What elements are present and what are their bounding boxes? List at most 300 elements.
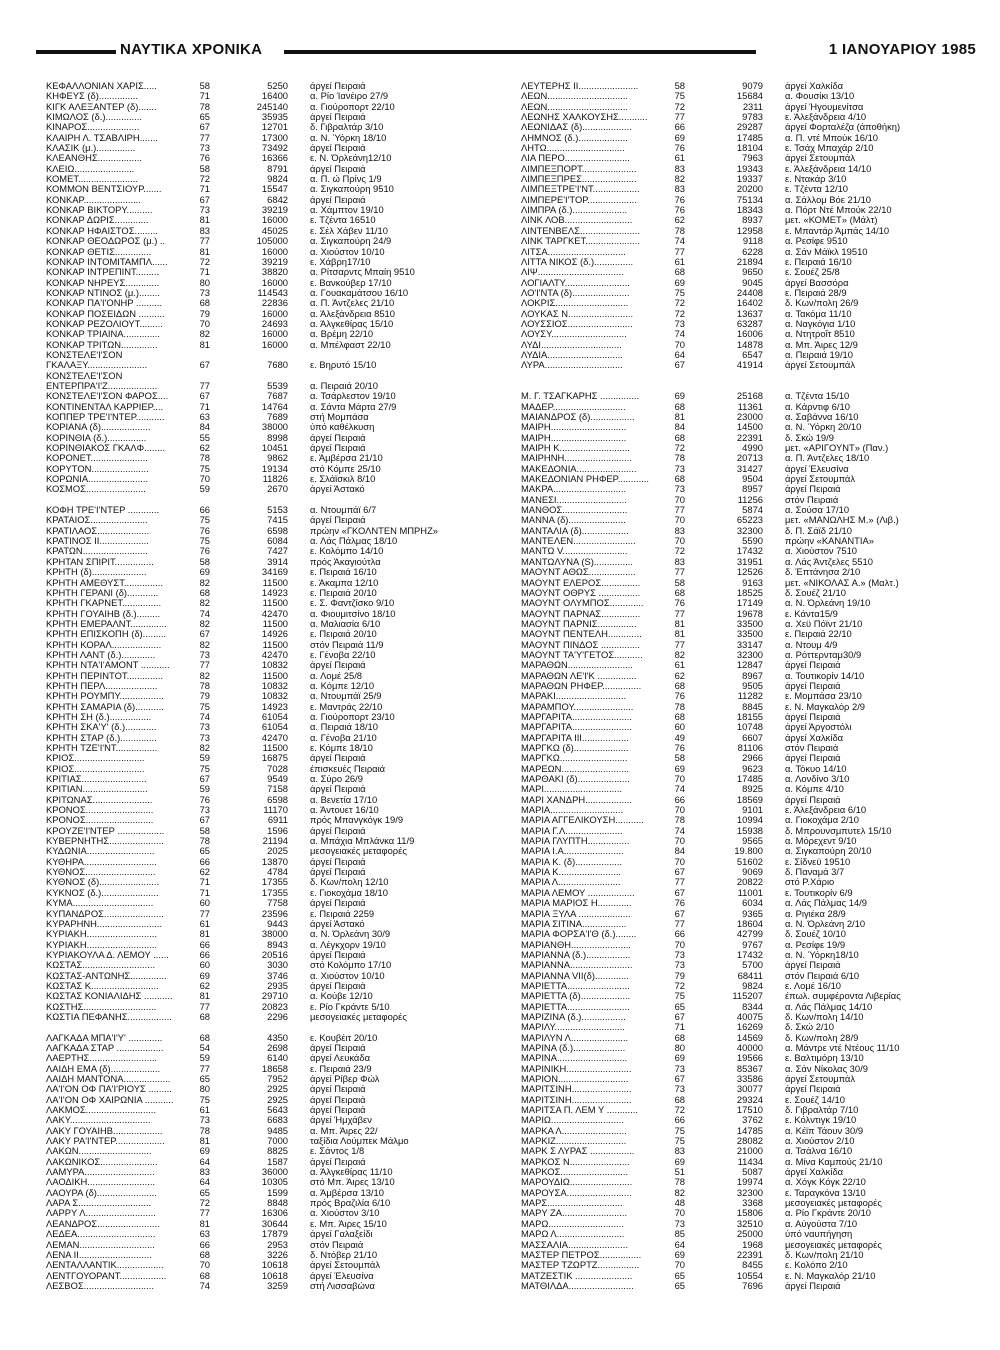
tonnage: 2698 bbox=[267, 1042, 288, 1053]
status: άργεί Βασσόρα bbox=[785, 277, 849, 288]
ship-row bbox=[46, 443, 501, 453]
tonnage: 19566 bbox=[736, 1053, 763, 1064]
build-year: 74 bbox=[674, 236, 685, 247]
ship-row bbox=[521, 774, 976, 784]
status: α. Χιούστον 10/10 bbox=[310, 970, 385, 981]
ship-name: ΚΥΚΝΟΣ (δ.)...................... bbox=[46, 887, 159, 898]
tonnage: 10554 bbox=[736, 1270, 763, 1281]
ship-row bbox=[46, 898, 501, 908]
ship-row bbox=[521, 381, 976, 391]
tonnage: 40000 bbox=[736, 1042, 763, 1053]
status: α. Τόκυο 14/10 bbox=[785, 763, 847, 774]
status: α. Πειραιά 18/10 bbox=[310, 722, 378, 733]
tonnage: 5643 bbox=[267, 1105, 288, 1116]
build-year: 82 bbox=[674, 1187, 685, 1198]
tonnage: 16000 bbox=[261, 215, 288, 226]
ship-row bbox=[46, 278, 501, 288]
status: άργεί Πειραιά bbox=[310, 1042, 366, 1053]
ship-name: ΕΝΤΕΡΠΡΑ'Ι'Ζ................... bbox=[46, 380, 158, 391]
tonnage: 10618 bbox=[261, 1270, 288, 1281]
build-year: 73 bbox=[199, 287, 210, 298]
build-year: 76 bbox=[199, 525, 210, 536]
build-year: 70 bbox=[674, 774, 685, 785]
build-year: 73 bbox=[199, 205, 210, 216]
build-year: 77 bbox=[199, 908, 210, 919]
ship-row bbox=[521, 733, 976, 743]
build-year: 58 bbox=[199, 163, 210, 174]
ship-row bbox=[46, 143, 501, 153]
tonnage: 18104 bbox=[736, 143, 763, 154]
ship-name: ΜΑΡΙΝΑ........................... bbox=[521, 1053, 628, 1064]
ship-name: ΚΟΝΣΤΕΛΕ'Ι'ΣΟΝ bbox=[46, 349, 123, 360]
tonnage: 9650 bbox=[742, 267, 763, 278]
ship-name: ΛΕΔΕΑ.............................. bbox=[46, 1229, 156, 1240]
tonnage: 19678 bbox=[736, 608, 763, 619]
ship-name: ΜΑΡΙΑΝΝΑ........................ bbox=[521, 960, 633, 971]
status: ε. Ν. Όρλεάνη12/10 bbox=[310, 153, 392, 164]
tonnage: 14878 bbox=[736, 339, 763, 350]
tonnage: 20200 bbox=[736, 184, 763, 195]
tonnage: 23596 bbox=[261, 908, 288, 919]
ship-row bbox=[521, 278, 976, 288]
build-year: 72 bbox=[199, 1198, 210, 1209]
ship-name: ΚΡΗΤΗ ΓΚΑΡΝΕΤ............... bbox=[46, 598, 162, 609]
build-year: 66 bbox=[199, 949, 210, 960]
status: α. Πειραιά 19/10 bbox=[785, 349, 853, 360]
status: άργεί Πειραιά bbox=[310, 432, 366, 443]
tonnage: 3368 bbox=[742, 1198, 763, 1209]
build-year: 82 bbox=[199, 329, 210, 340]
build-year: 66 bbox=[674, 1115, 685, 1126]
status: α. Ρόττερνταμ30/9 bbox=[785, 649, 862, 660]
status: α. Ρεσίφε 9510 bbox=[785, 236, 848, 247]
build-year: 54 bbox=[199, 1042, 210, 1053]
ship-name: ΜΑΡΓΑΡΙΤΑ....................... bbox=[521, 711, 632, 722]
tonnage: 81106 bbox=[737, 743, 763, 753]
build-year: 64 bbox=[199, 1156, 210, 1167]
tonnage: 6911 bbox=[267, 815, 288, 826]
ship-row bbox=[521, 960, 976, 970]
status: ε. Τζέντα 16510 bbox=[310, 215, 376, 226]
ship-row bbox=[521, 247, 976, 257]
ship-row bbox=[521, 164, 976, 174]
status: άργεί Φορταλέζα (άποθήκη) bbox=[785, 122, 901, 133]
ship-name: ΚΡΗΤΑΝ ΣΠΙΡΙΤ............... bbox=[46, 556, 154, 567]
ship-name: ΚΡΑΤΑΙΟΣ...................... bbox=[46, 515, 148, 526]
tonnage: 9365 bbox=[742, 908, 763, 919]
ship-name: ΜΑΟΥΝΤ ΠΕΝΤΕΛΗ............. bbox=[521, 629, 642, 640]
build-year: 59 bbox=[199, 753, 210, 764]
ship-name: ΚΥΒΕΡΝΗΤΗΣ..................... bbox=[46, 836, 164, 847]
status: α. Πόρτ Ντέ Μπούκ 22/10 bbox=[785, 205, 892, 216]
tonnage: 9163 bbox=[742, 577, 763, 588]
tonnage: 11500 bbox=[262, 670, 288, 681]
ship-row bbox=[521, 712, 976, 722]
build-year: 83 bbox=[199, 225, 210, 236]
ship-name: ΛΙΜΠΡΑ (δ.)..................... bbox=[521, 205, 628, 216]
status: στή Μομπάσα bbox=[310, 412, 369, 422]
build-year: 75 bbox=[199, 1094, 210, 1105]
ship-row bbox=[521, 1033, 976, 1043]
ship-name: ΛΥΡΑ.............................. bbox=[521, 360, 623, 371]
ship-name: ΛΑΚΩΝΙΚΟΣ...................... bbox=[46, 1156, 158, 1167]
status: α. Πειραιά 20/10 bbox=[310, 380, 378, 391]
ship-row bbox=[521, 567, 976, 577]
ship-name: ΜΑΡΙΟΝ........................... bbox=[521, 1074, 629, 1084]
ship-row bbox=[46, 836, 501, 846]
ship-row bbox=[521, 536, 976, 546]
ship-name: ΛΙΤΤΑ ΝΙΚΟΣ (δ.)............... bbox=[521, 256, 634, 267]
ship-name: ΜΑΡΚΙΖ........................... bbox=[521, 1136, 627, 1147]
status: ε. Κάντα15/9 bbox=[785, 608, 838, 619]
build-year: 60 bbox=[199, 960, 210, 971]
tonnage: 39219 bbox=[261, 256, 288, 267]
build-year: 66 bbox=[674, 929, 685, 940]
ship-row bbox=[521, 877, 976, 887]
build-year: 68 bbox=[199, 1249, 210, 1260]
tonnage: 33586 bbox=[736, 1074, 763, 1084]
tonnage: 22836 bbox=[261, 298, 288, 309]
status: α. Σούσα 17/10 bbox=[785, 505, 850, 516]
status: άργεί Πειραιά bbox=[310, 753, 366, 764]
ship-name: ΚΟΡΥΤΟΝ...................... bbox=[46, 463, 149, 474]
tonnage: 19.800 bbox=[734, 846, 763, 857]
ship-row bbox=[521, 515, 976, 525]
build-year: 73 bbox=[199, 1115, 210, 1126]
build-year: 68 bbox=[199, 298, 210, 309]
ship-row bbox=[521, 629, 976, 639]
ship-name: ΚΡΗΤΗ ΑΜΕΘΥΣΤ............... bbox=[46, 577, 163, 588]
ship-row bbox=[46, 309, 501, 319]
status: πρός Βραζιλία 6/10 bbox=[310, 1198, 391, 1209]
tonnage: 6683 bbox=[267, 1115, 288, 1126]
tonnage: 9101 bbox=[742, 805, 763, 816]
ship-row bbox=[46, 546, 501, 556]
status: μεσογειακές μεταφορές bbox=[785, 1239, 882, 1250]
status: ε. Βαλτιμόρη 13/10 bbox=[785, 1053, 864, 1064]
ship-row bbox=[46, 1043, 501, 1053]
ship-row bbox=[521, 443, 976, 453]
build-year: 65 bbox=[199, 112, 210, 123]
status: άργεί Πειραιά bbox=[310, 112, 366, 123]
ship-row bbox=[46, 184, 501, 194]
ship-name: ΛΑΜΥΡΑ........................... bbox=[46, 1167, 155, 1178]
ship-row bbox=[521, 1219, 976, 1229]
tonnage: 8943 bbox=[267, 939, 288, 950]
tonnage: 42470 bbox=[261, 608, 288, 619]
ship-row bbox=[521, 1012, 976, 1022]
status: α. Χιούστον 3/10 bbox=[310, 1208, 380, 1219]
ship-row bbox=[46, 360, 501, 370]
ship-name: ΚΟΡΟΝΕΤ...................... bbox=[46, 453, 148, 464]
ship-row bbox=[521, 288, 976, 298]
build-year: 77 bbox=[199, 132, 210, 143]
ship-name: ΚΡΟΝΟΣ.......................... bbox=[46, 805, 154, 816]
ship-name: ΜΑΡΚΟΣ Ν....................... bbox=[521, 1156, 630, 1167]
tonnage: 9118 bbox=[742, 236, 763, 247]
ship-name: ΜΑΡΙΑ ΜΑΡΙΟΣ Η............. bbox=[521, 898, 632, 909]
ship-name: ΛΙΤΣΑ.............................. bbox=[521, 246, 626, 257]
ship-row bbox=[46, 981, 501, 991]
ship-name: ΚΟΝΚΑΡ ΠΑ'Ι'ΟΝΗΡ .......... bbox=[46, 298, 162, 309]
ship-row bbox=[46, 391, 501, 401]
ship-name: ΜΑΡΓΑΡΙΤΑ....................... bbox=[521, 722, 632, 733]
ship-row bbox=[46, 991, 501, 1001]
status: ε. Σουέζ 14/10 bbox=[785, 1094, 845, 1105]
tonnage: 8998 bbox=[267, 432, 288, 443]
status: α. Μάντρε ντέ Ντέους 11/10 bbox=[785, 1042, 900, 1053]
tonnage: 9565 bbox=[742, 836, 763, 847]
status: α. Χιούστον 10/10 bbox=[310, 246, 385, 257]
ship-row bbox=[46, 640, 501, 650]
build-year: 68 bbox=[199, 1270, 210, 1281]
ship-name: ΚΟΝΚΑΡ ΗΦΑΙΣΤΟΣ......... bbox=[46, 225, 158, 236]
ship-name: ΛΕΩΝΗΣ ΧΑΛΚΟΥΣΗΣ........... bbox=[521, 112, 648, 123]
ship-name: ΚΩΣΤΑΣ............................ bbox=[46, 960, 156, 971]
ship-row bbox=[46, 960, 501, 970]
status: α. Ρίτσαρντς Μπαίη 9510 bbox=[310, 267, 415, 278]
build-year: 81 bbox=[199, 1218, 210, 1229]
ship-name: ΛΟΥΣΥ............................. bbox=[521, 329, 627, 340]
build-year: 59 bbox=[199, 484, 210, 495]
ship-name: ΚΟΝΚΑΡ...................... bbox=[46, 194, 141, 205]
status: έπισκευές Πειραιά bbox=[310, 763, 386, 774]
status: άργεί Άστακό bbox=[310, 918, 365, 929]
tonnage: 15684 bbox=[736, 91, 763, 102]
build-year: 73 bbox=[674, 463, 685, 474]
ship-name: ΚΟΝΚΑΡ ΤΡΙΤΩΝ.............. bbox=[46, 339, 158, 350]
tonnage: 39219 bbox=[261, 205, 288, 216]
build-year: 84 bbox=[199, 422, 210, 433]
status: άργεί Ήγουμενίτσα bbox=[785, 101, 864, 112]
ship-row bbox=[46, 598, 501, 608]
status: α. Λάς Άντζελες 5510 bbox=[785, 556, 873, 567]
build-year: 74 bbox=[674, 825, 685, 836]
tonnage: 41914 bbox=[736, 360, 763, 371]
tonnage: 8344 bbox=[742, 1001, 763, 1012]
ship-row bbox=[46, 971, 501, 981]
tonnage: 36000 bbox=[261, 1167, 288, 1178]
tonnage: 7028 bbox=[267, 763, 288, 774]
ship-row bbox=[46, 1250, 501, 1260]
status: α. Π. ώ Πρίνς 1/9 bbox=[310, 174, 382, 185]
ship-row bbox=[46, 919, 501, 929]
status: α. Μπάχια Μπλάνκα 11/9 bbox=[310, 836, 415, 847]
ship-name: ΚΟΣΜΟΣ....................... bbox=[46, 484, 146, 495]
ship-name: ΚΟΡΙΑΝΑ (δ)................... bbox=[46, 422, 151, 433]
tonnage: 20822 bbox=[736, 877, 763, 888]
tonnage: 11434 bbox=[737, 1156, 763, 1167]
ship-name: ΚΟΝΚΑΡ ΙΝΤΟΜΙΤΑΜΠΛ...... bbox=[46, 256, 168, 267]
build-year: 58 bbox=[674, 753, 685, 764]
status: δ. Μπρουνσμπυτελ 15/10 bbox=[785, 825, 892, 836]
ship-name: ΜΑΡΑΜΠΟΥ....................... bbox=[521, 701, 634, 712]
build-year: 82 bbox=[674, 174, 685, 185]
build-year: 65 bbox=[674, 1270, 685, 1281]
build-year: 70 bbox=[674, 515, 685, 526]
tonnage: 8791 bbox=[267, 163, 288, 174]
build-year: 67 bbox=[199, 391, 210, 402]
build-year: 70 bbox=[674, 836, 685, 847]
status: α. Άλγκεθίρας 15/10 bbox=[310, 318, 394, 329]
build-year: 78 bbox=[199, 836, 210, 847]
build-year: 69 bbox=[674, 1053, 685, 1064]
build-year: 68 bbox=[674, 1032, 685, 1043]
ship-name: ΜΑΝΕΣΙ........................... bbox=[521, 494, 627, 505]
build-year: 48 bbox=[674, 1198, 685, 1209]
status: α. Λομέ 25/8 bbox=[310, 670, 363, 681]
ship-name: ΛΑΙΔΗ ΕΜΑ (δ)................... bbox=[46, 1063, 161, 1074]
build-year: 73 bbox=[199, 722, 210, 733]
build-year: 59 bbox=[199, 1053, 210, 1064]
status: α. Π. Άντζελες 21/10 bbox=[310, 298, 395, 309]
tonnage: 17355 bbox=[261, 877, 288, 888]
ship-name: ΜΑΡΙΖΙΝΑ (δ.)................. bbox=[521, 1011, 626, 1022]
build-year: 75 bbox=[199, 763, 210, 774]
build-year: 83 bbox=[674, 163, 685, 174]
status: ε. Γιοκοχάμα 18/10 bbox=[310, 887, 388, 898]
ship-row bbox=[521, 1126, 976, 1136]
ship-row bbox=[521, 205, 976, 215]
status: ε. Κολόπο 2/10 bbox=[785, 1260, 848, 1271]
status: ε. Άλεξάνδρεια 6/10 bbox=[785, 805, 867, 816]
tonnage: 8925 bbox=[742, 784, 763, 795]
status: ε. Ταραγκόνα 13/10 bbox=[785, 1187, 866, 1198]
status: α. Ν. Όρλεάνη 30/9 bbox=[310, 929, 391, 940]
tonnage: 9443 bbox=[267, 918, 288, 929]
ship-name: ΜΑΟΥΝΤ ΟΛΥΜΠΟΣ............. bbox=[521, 598, 644, 609]
ship-row bbox=[46, 298, 501, 308]
tonnage: 28082 bbox=[736, 1136, 763, 1147]
status: ε. Μαντράς 22/10 bbox=[310, 701, 383, 712]
ship-name: ΜΑΝΤΩΛΥΝΑ (S)............... bbox=[521, 556, 633, 567]
ship-row bbox=[521, 971, 976, 981]
ship-name: ΜΑΡΓΑΡΙΤΑ ΙΙΙ.................. bbox=[521, 732, 629, 743]
tonnage: 2925 bbox=[267, 1094, 288, 1105]
tonnage: 16875 bbox=[261, 753, 288, 764]
status: άργεί Πειραιά bbox=[310, 81, 366, 91]
status: άργεί Πειραιά bbox=[310, 194, 366, 205]
build-year: 68 bbox=[674, 680, 685, 691]
ship-name: ΚΡΙΤΙΑΣ......................... bbox=[46, 774, 147, 785]
status: α. Λάς Πάλμας 14/10 bbox=[785, 1001, 873, 1012]
tonnage: 25000 bbox=[736, 1229, 763, 1240]
tonnage: 17485 bbox=[736, 132, 763, 143]
ship-row bbox=[521, 940, 976, 950]
build-year: 77 bbox=[199, 1001, 210, 1012]
tonnage: 1587 bbox=[267, 1156, 288, 1167]
build-year: 77 bbox=[199, 660, 210, 671]
ship-name: ΛΙΜΠΕΞΠΡΕΣ..................... bbox=[521, 174, 637, 185]
tonnage: 11361 bbox=[737, 401, 763, 412]
status: α. Σάλλομ Βόε 21/10 bbox=[785, 194, 872, 205]
build-year: 70 bbox=[674, 1260, 685, 1271]
build-year: 69 bbox=[199, 970, 210, 981]
build-year: 75 bbox=[199, 536, 210, 547]
ship-name: ΚΥΘΝΟΣ (δ)....................... bbox=[46, 877, 160, 888]
status: ύπό ναυπήγηση bbox=[785, 1229, 853, 1240]
ship-row bbox=[46, 1146, 501, 1156]
build-year: 74 bbox=[199, 711, 210, 722]
tonnage: 3030 bbox=[267, 960, 288, 971]
ship-name: ΚΡΗΤΗ ΓΕΡΑΝΙ (δ)............ bbox=[46, 587, 159, 598]
build-year: 67 bbox=[674, 867, 685, 878]
build-year: 79 bbox=[199, 691, 210, 702]
tonnage: 10994 bbox=[736, 815, 763, 826]
ship-name: ΛΟ'Ι'ΝΤΑ (δ)...................... bbox=[521, 287, 630, 298]
tonnage: 2025 bbox=[267, 846, 288, 857]
build-year: 62 bbox=[674, 670, 685, 681]
build-year: 81 bbox=[199, 929, 210, 940]
ship-name: ΚΡΗΤΗ ΕΠΙΣΚΟΠΗ (δ)......... bbox=[46, 629, 167, 640]
tonnage: 31951 bbox=[736, 556, 763, 567]
ship-name: ΜΑΡΙΑ ΦΟΡΣΑ'Ι'Θ (δ.)........ bbox=[521, 929, 637, 940]
ship-name: ΜΑΡΙΕΤΤΑ........................ bbox=[521, 1001, 630, 1012]
ship-name: ΛΙΝΚ ΤΑΡΓΚΕΤ..................... bbox=[521, 236, 640, 247]
ship-row bbox=[46, 857, 501, 867]
ship-row bbox=[46, 702, 501, 712]
ship-name: ΚΟΝΚΑΡ ΤΡΙΑΙΝΑ.............. bbox=[46, 329, 160, 340]
left-column bbox=[46, 81, 501, 1291]
ship-row bbox=[521, 1260, 976, 1270]
build-year: 81 bbox=[199, 339, 210, 350]
ship-row bbox=[521, 650, 976, 660]
status: α. Χάμπτον 19/10 bbox=[310, 205, 384, 216]
build-year: 70 bbox=[674, 939, 685, 950]
status: ε. Σέλ Χάβεν 11/10 bbox=[310, 225, 388, 236]
ship-row bbox=[46, 412, 501, 422]
status: ε. Βηρυτό 15/10 bbox=[310, 360, 377, 371]
ship-name: ΜΑΡΙΑΝΝΑ (δ.)................. bbox=[521, 949, 631, 960]
ship-row bbox=[46, 319, 501, 329]
ship-row bbox=[521, 195, 976, 205]
ship-row bbox=[46, 1229, 501, 1239]
status: άργεί Σετουμπάλ bbox=[785, 360, 856, 371]
build-year: 73 bbox=[674, 484, 685, 495]
ship-name: ΛΕΝΑ ΙΙ............................ bbox=[46, 1249, 152, 1260]
ship-name: ΜΑΡΙΛΥ........................... bbox=[521, 1022, 625, 1033]
ship-name: ΚΡΗΤΗ ΣΗ (δ.)................ bbox=[46, 711, 152, 722]
ship-row bbox=[521, 588, 976, 598]
ship-row bbox=[521, 1188, 976, 1198]
status: άργεί Πειραιά bbox=[310, 784, 366, 795]
tonnage: 8937 bbox=[742, 215, 763, 226]
status: άργεί Πειραιά bbox=[310, 1094, 366, 1105]
tonnage: 10832 bbox=[261, 691, 288, 702]
ship-row bbox=[46, 753, 501, 763]
build-year: 68 bbox=[674, 474, 685, 485]
ship-name: ΜΑΝΝΑ (δ)...................... bbox=[521, 515, 626, 526]
tonnage: 8455 bbox=[742, 1260, 763, 1271]
ship-row bbox=[46, 402, 501, 412]
ship-row bbox=[521, 1229, 976, 1239]
ship-name: ΛΑΡΡΥ Λ........................... bbox=[46, 1208, 156, 1219]
status: άργεί Σετουμπάλ bbox=[785, 474, 856, 485]
status: ε. Άλεξάνδρεια 4/10 bbox=[785, 112, 867, 123]
ship-name: ΚΩΣΤΙΑ ΠΕΦΑΝΗΣ................. bbox=[46, 1011, 172, 1022]
tonnage: 17149 bbox=[736, 598, 763, 609]
ship-name: ΛΙΜΠΕΡΕ'Ι'ΤΟΡ................... bbox=[521, 194, 637, 205]
ship-name: ΜΑΡΣ............................. bbox=[521, 1198, 623, 1209]
ship-name: ΜΑΡΚΟΣ.......................... bbox=[521, 1167, 629, 1178]
build-year: 78 bbox=[674, 815, 685, 826]
build-year: 75 bbox=[199, 515, 210, 526]
build-year: 80 bbox=[199, 277, 210, 288]
status: α. Βρέμη 22/10 bbox=[310, 329, 374, 340]
status: α. Άμβέρσα 13/10 bbox=[310, 1187, 384, 1198]
status: ε. Πειραιά 20/10 bbox=[310, 629, 377, 640]
tonnage: 31427 bbox=[736, 463, 763, 474]
